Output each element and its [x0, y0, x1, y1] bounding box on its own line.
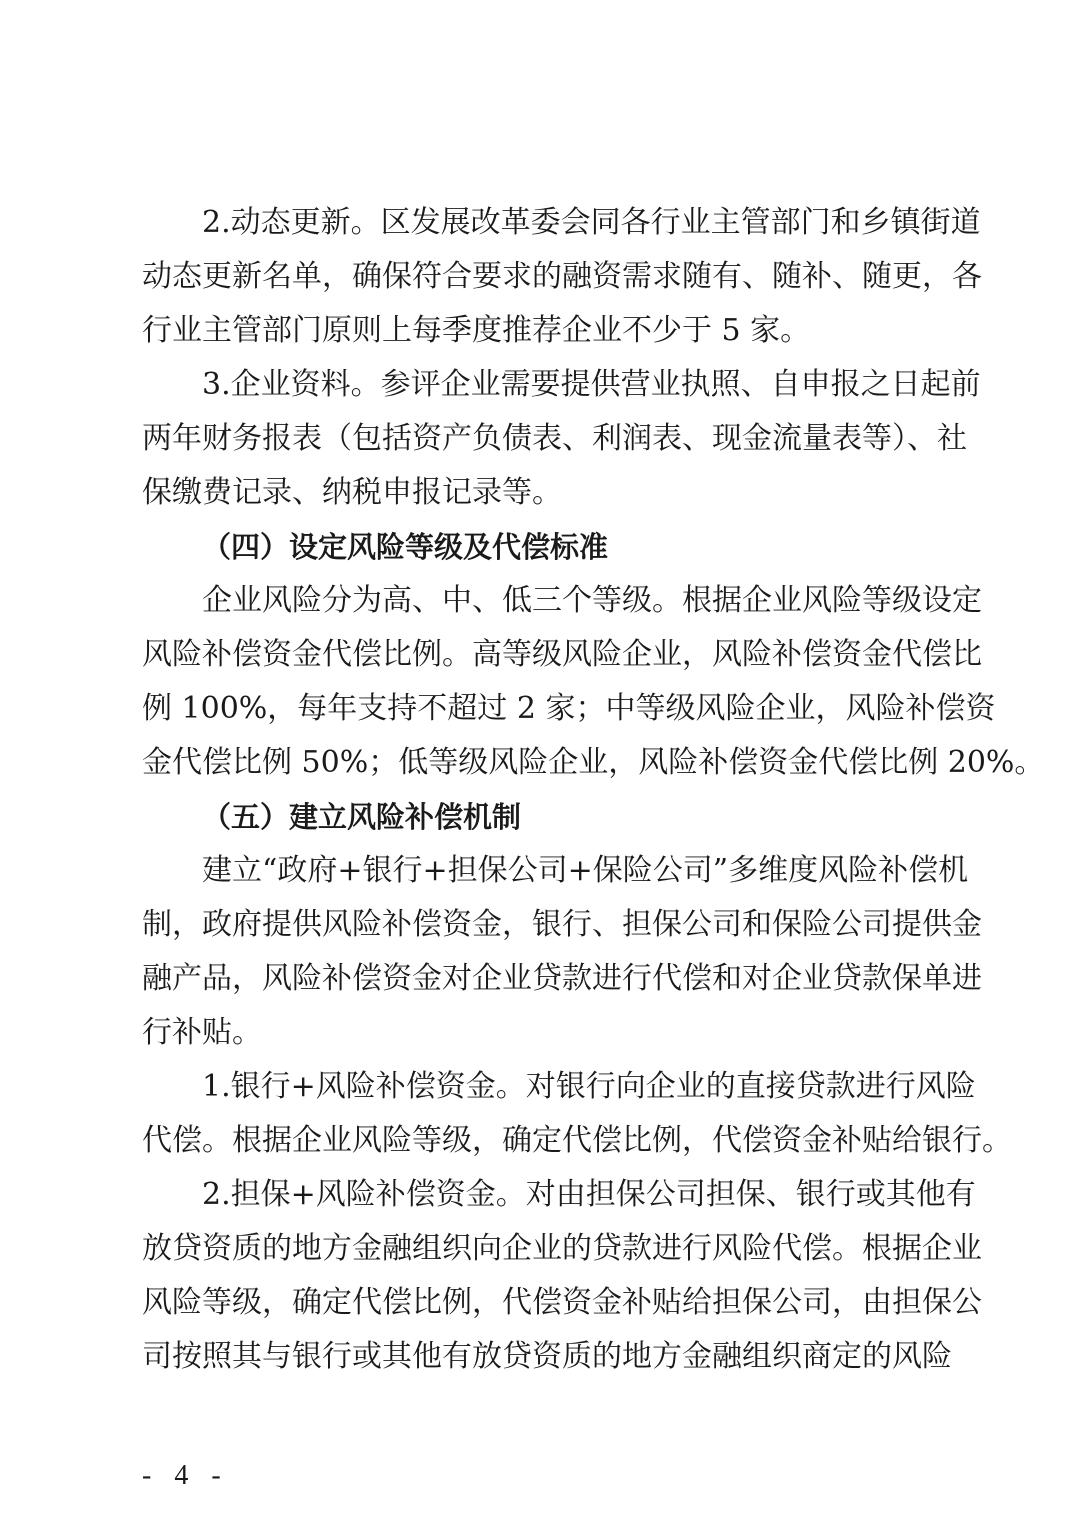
section-heading-five: （五）建立风险补偿机制	[202, 800, 522, 834]
paragraph-line: 金代偿比例 50%；低等级风险企业，风险补偿资金代偿比例 20%。	[142, 745, 1045, 780]
paragraph-line: 司按照其与银行或其他有放贷资质的地方金融组织商定的风险	[142, 1339, 952, 1374]
paragraph-line: 1.银行+风险补偿资金。对银行向企业的直接贷款进行风险	[202, 1069, 976, 1104]
body-text	[142, 196, 1045, 1384]
paragraph-line: 融产品，风险补偿资金对企业贷款进行代偿和对企业贷款保单进	[142, 961, 982, 996]
paragraph-line: 行业主管部门原则上每季度推荐企业不少于 5 家。	[142, 313, 811, 348]
paragraph-line: 两年财务报表（包括资产负债表、利润表、现金流量表等）、社	[142, 421, 967, 456]
section-heading-four: （四）设定风险等级及代偿标准	[202, 530, 609, 564]
paragraph-line: 行补贴。	[142, 1015, 262, 1050]
paragraph-line: 代偿。根据企业风险等级，确定代偿比例，代偿资金补贴给银行。	[142, 1123, 1012, 1158]
paragraph-line: 2.担保+风险补偿资金。对由担保公司担保、银行或其他有	[202, 1177, 976, 1212]
paragraph-line: 2.动态更新。区发展改革委会同各行业主管部门和乡镇街道	[202, 205, 981, 240]
paragraph-line: 保缴费记录、纳税申报记录等。	[142, 475, 562, 510]
paragraph-line: 风险补偿资金代偿比例。高等级风险企业，风险补偿资金代偿比	[142, 637, 982, 672]
paragraph-line: 3.企业资料。参评企业需要提供营业执照、自申报之日起前	[202, 367, 981, 402]
paragraph-line: 企业风险分为高、中、低三个等级。根据企业风险等级设定	[202, 583, 982, 618]
paragraph-line: 风险等级，确定代偿比例，代偿资金补贴给担保公司，由担保公	[142, 1285, 982, 1320]
paragraph-line: 例 100%，每年支持不超过 2 家；中等级风险企业，风险补偿资	[142, 691, 996, 726]
paragraph-line: 放贷资质的地方金融组织向企业的贷款进行风险代偿。根据企业	[142, 1231, 982, 1266]
paragraph-line: 制，政府提供风险补偿资金，银行、担保公司和保险公司提供金	[142, 907, 982, 942]
page-number: - 4 -	[142, 1460, 229, 1491]
paragraph-line: 动态更新名单，确保符合要求的融资需求随有、随补、随更，各	[142, 259, 982, 294]
paragraph-line: 建立“政府+银行+担保公司+保险公司”多维度风险补偿机	[202, 853, 969, 888]
